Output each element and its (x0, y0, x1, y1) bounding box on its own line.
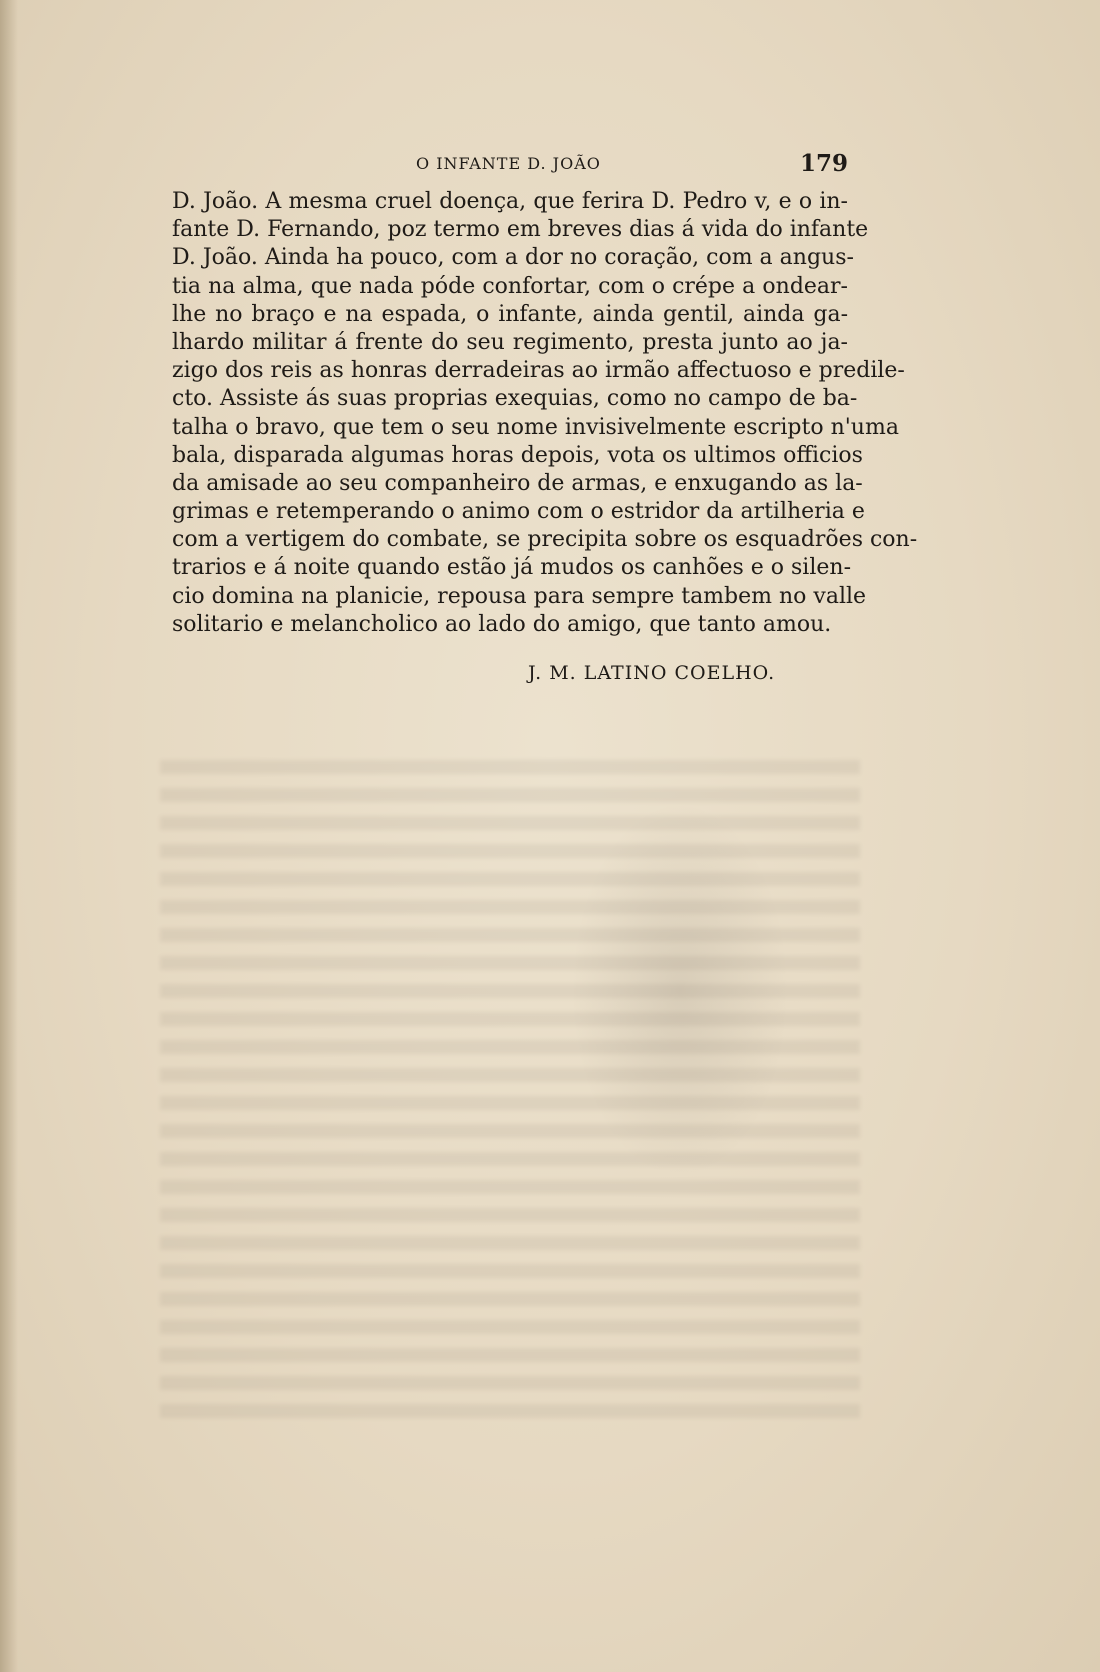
text-line: trarios e á noite quando estão já mudos os canhões e o silen- (172, 555, 852, 581)
running-title: O INFANTE D. JOÃO (416, 154, 601, 173)
binding-shadow (0, 0, 18, 1672)
text-line: cio domina na planicie, repousa para sempre tambem no valle (172, 583, 867, 609)
text-line: solitario e melancholico ao lado do amigo, que tanto amou. (172, 611, 832, 637)
text-line: grimas e retemperando o animo com o estridor da artilheria e (172, 499, 865, 525)
text-line: zigo dos reis as honras derradeiras ao irmão affectuoso e predile- (172, 358, 905, 384)
author-signature: J. M. LATINO COELHO. (528, 662, 776, 684)
text-line: tia na alma, que nada póde confortar, com o crépe a ondear- (172, 273, 848, 299)
running-head (172, 150, 848, 180)
body-paragraph (172, 188, 918, 639)
text-line: lhardo militar á frente do seu regimento, presta junto ao ja- (172, 329, 848, 355)
text-line: bala, disparada algumas horas depois, vota os ultimos officios (172, 442, 863, 468)
text-line: D. João. A mesma cruel doença, que ferira D. Pedro v, e o in- (172, 189, 848, 214)
show-through-illustration (570, 800, 790, 1180)
text-line: talha o bravo, que tem o seu nome invisivelmente escripto n'uma (172, 414, 899, 440)
text-line: D. João. Ainda ha pouco, com a dor no coração, com a angus- (172, 245, 854, 271)
text-line: cto. Assiste ás suas proprias exequias, como no campo de ba- (172, 386, 858, 412)
text-line: fante D. Fernando, poz termo em breves dias á vida do infante (172, 217, 869, 243)
text-line: da amisade ao seu companheiro de armas, e enxugando as la- (172, 470, 863, 496)
page-number: 179 (799, 150, 848, 177)
text-line: lhe no braço e na espada, o infante, ainda gentil, ainda ga- (172, 301, 848, 327)
text-line: com a vertigem do combate, se precipita sobre os esquadrões con- (172, 527, 918, 553)
